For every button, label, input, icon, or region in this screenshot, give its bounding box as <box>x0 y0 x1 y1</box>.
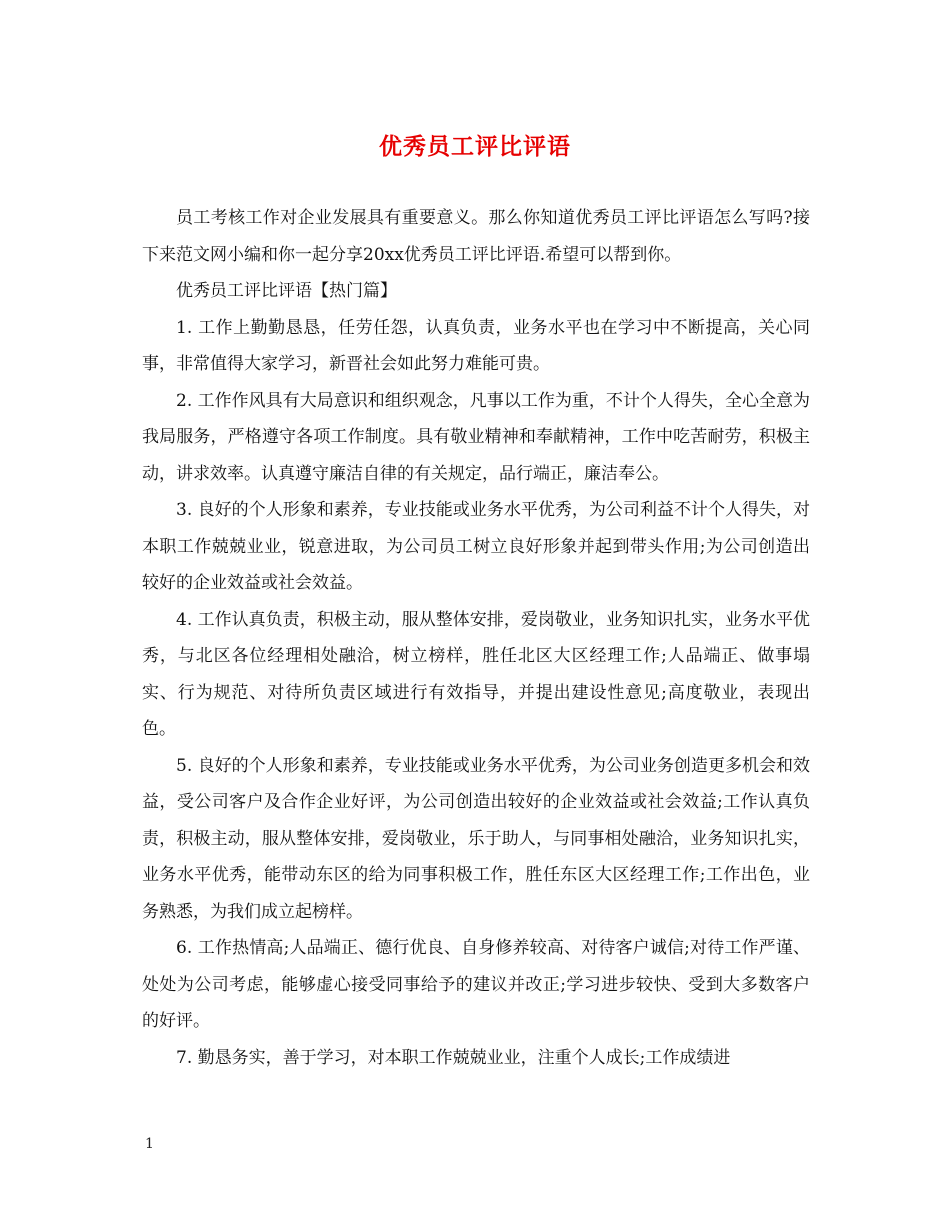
list-item: 1. 工作上勤勤恳恳，任劳任怨，认真负责，业务水平也在学习中不断提高，关心同事，非常值得大家学习，新晋社会如此努力难能可贵。 <box>142 317 810 374</box>
list-item: 4. 工作认真负责，积极主动，服从整体安排，爱岗敬业，业务知识扎实，业务水平优秀，与北区各位经理相处融洽，树立榜样，胜任北区大区经理工作;人品端正、做事塌实、行为规范、对待所负责区域进行有效指导，并提出建设性意见;高度敬业，表现出色。 <box>142 609 810 739</box>
list-item: 5. 良好的个人形象和素养，专业技能或业务水平优秀，为公司业务创造更多机会和效益，受公司客户及合作企业好评，为公司创造出较好的企业效益或社会效益;工作认真负责，积极主动，服从整体安排，爱岗敬业，乐于助人，与同事相处融洽，业务知识扎实，业务水平优秀，能带动东区的给为同事积极工作，胜任东区大区经理工作;工作出色，业务熟悉，为我们成立起榜样。 <box>142 755 810 922</box>
list-item: 2. 工作作风具有大局意识和组织观念，凡事以工作为重，不计个人得失，全心全意为我局服务，严格遵守各项工作制度。具有敬业精神和奉献精神，工作中吃苦耐劳，积极主动，讲求效率。认真遵守廉洁自律的有关规定，品行端正，廉洁奉公。 <box>142 390 810 484</box>
document-title: 优秀员工评比评语 <box>379 133 571 160</box>
list-item: 6. 工作热情高;人品端正、德行优良、自身修养较高、对待客户诚信;对待工作严谨、处处为公司考虑，能够虚心接受同事给予的建议并改正;学习进步较快、受到大多数客户的好评。 <box>142 938 810 1031</box>
list-item: 7. 勤恳务实，善于学习，对本职工作兢兢业业，注重个人成长;工作成绩进 <box>176 1047 731 1068</box>
section-heading: 优秀员工评比评语【热门篇】 <box>176 281 397 301</box>
page-number: 1 <box>145 1136 154 1152</box>
document-body <box>142 200 810 1076</box>
intro-paragraph: 员工考核工作对企业发展具有重要意义。那么你知道优秀员工评比评语怎么写吗?接下来范文网小编和你一起分享20xx优秀员工评比评语.希望可以帮到你。 <box>142 208 810 265</box>
list-item: 3. 良好的个人形象和素养，专业技能或业务水平优秀，为公司利益不计个人得失，对本职工作兢兢业业，锐意进取，为公司员工树立良好形象并起到带头作用;为公司创造出较好的企业效益或社会效益。 <box>142 500 810 593</box>
